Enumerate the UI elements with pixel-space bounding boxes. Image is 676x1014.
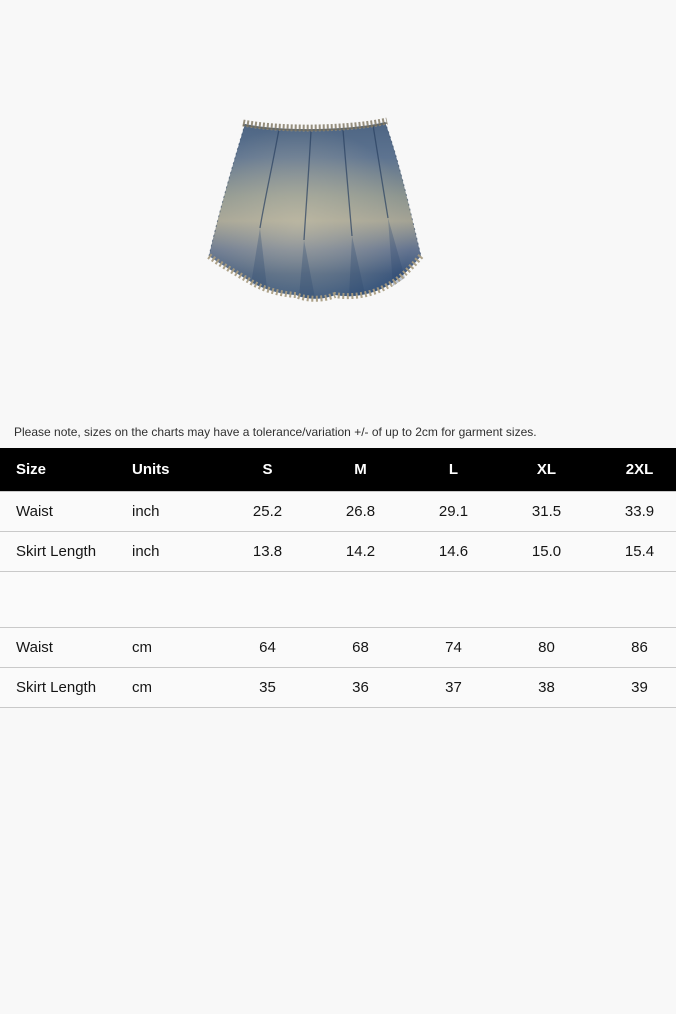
cell-value: 26.8 [314,492,407,532]
row-units: inch [117,532,221,572]
column-header-units: Units [117,448,221,492]
cell-value [221,572,314,628]
row-label: Skirt Length [0,532,117,572]
cell-value [407,572,500,628]
cell-value [593,572,676,628]
header-row [0,448,676,492]
row-label: Waist [0,492,117,532]
product-image-denim-skirt [203,108,425,304]
row-label [0,572,117,628]
cell-value: 29.1 [407,492,500,532]
cell-value [314,572,407,628]
cell-value: 15.0 [500,532,593,572]
column-header-xl: XL [500,448,593,492]
tolerance-note: Please note, sizes on the charts may have a tolerance/variation +/- of up to 2cm for garment sizes. [14,425,537,439]
cell-value: 31.5 [500,492,593,532]
table-row-skirt-length-cm [0,668,676,708]
column-header-size: Size [0,448,117,492]
cell-value: 33.9 [593,492,676,532]
row-units [117,572,221,628]
cell-value: 37 [407,668,500,708]
cell-value: 38 [500,668,593,708]
cell-value: 36 [314,668,407,708]
cell-value: 15.4 [593,532,676,572]
cell-value: 80 [500,628,593,668]
row-label: Skirt Length [0,668,117,708]
cell-value: 39 [593,668,676,708]
table-row-skirt-length-inch [0,532,676,572]
column-header-2xl: 2XL [593,448,676,492]
cell-value: 86 [593,628,676,668]
cell-value: 68 [314,628,407,668]
column-header-m: M [314,448,407,492]
size-chart-table [0,448,676,708]
row-units: cm [117,628,221,668]
column-header-s: S [221,448,314,492]
column-header-l: L [407,448,500,492]
table-row-spacer [0,572,676,628]
row-units: cm [117,668,221,708]
table-row-waist-cm [0,628,676,668]
cell-value: 13.8 [221,532,314,572]
cell-value: 14.2 [314,532,407,572]
row-units: inch [117,492,221,532]
row-label: Waist [0,628,117,668]
cell-value [500,572,593,628]
cell-value: 14.6 [407,532,500,572]
cell-value: 25.2 [221,492,314,532]
cell-value: 64 [221,628,314,668]
cell-value: 35 [221,668,314,708]
table-row-waist-inch [0,492,676,532]
cell-value: 74 [407,628,500,668]
